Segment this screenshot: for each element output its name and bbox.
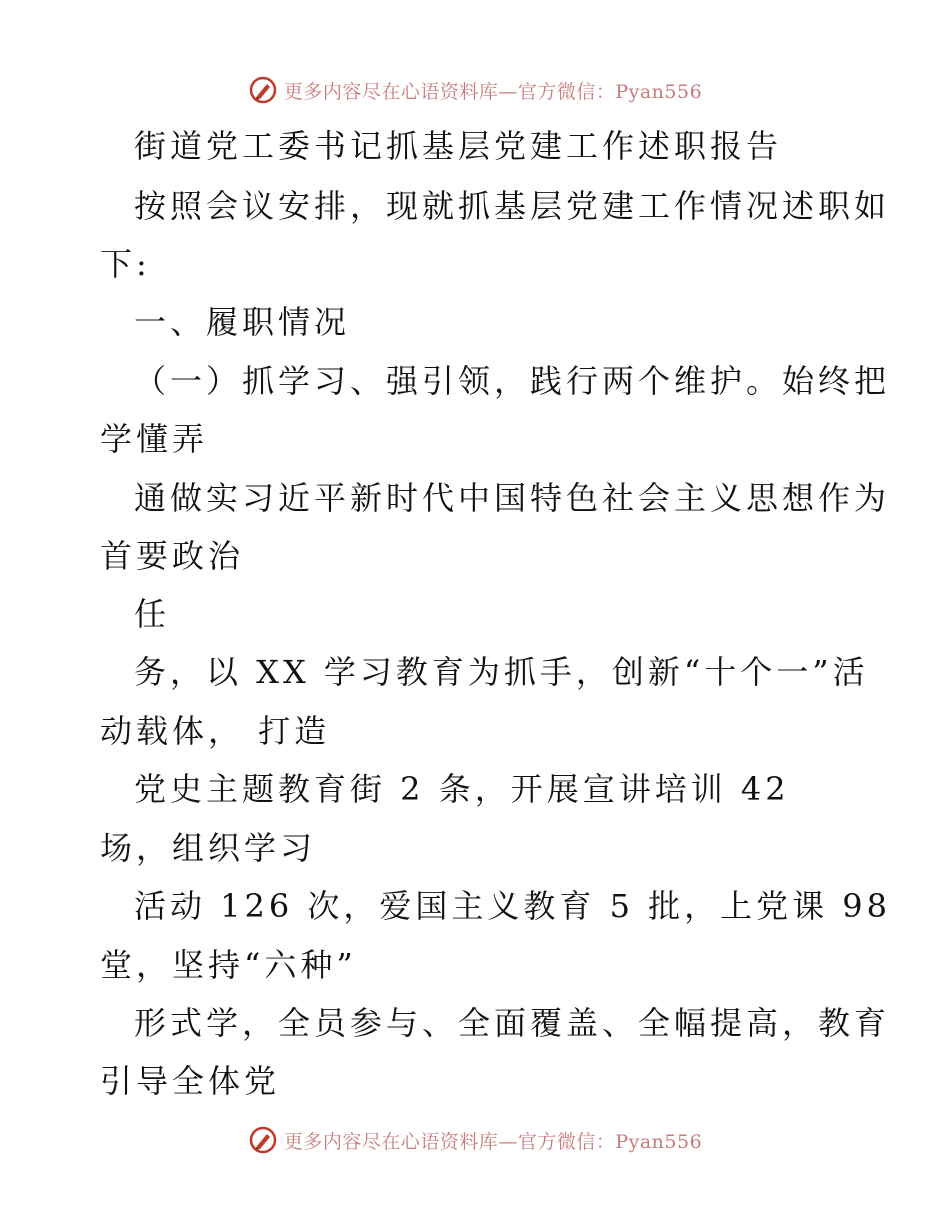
text-line: 任 bbox=[134, 595, 171, 633]
watermark-text: 更多内容尽在心语资料库—官方微信：Pyan556 bbox=[283, 1130, 703, 1153]
text-line: 场，组织学习 bbox=[100, 829, 317, 867]
text-line: （一）抓学习、强引领，践行两个维护。始终把 bbox=[134, 362, 891, 400]
document-title: 街道党工委书记抓基层党建工作述职报告 bbox=[134, 127, 783, 165]
text-line: 堂，坚持“六种” bbox=[100, 946, 357, 984]
text-line: 通做实习近平新时代中国特色社会主义思想作为 bbox=[134, 479, 891, 517]
pen-logo-icon bbox=[248, 1125, 278, 1155]
text-line: 学懂弄 bbox=[100, 420, 209, 458]
text-line: 形式学，全员参与、全面覆盖、全幅提高，教育 bbox=[134, 1004, 891, 1042]
section-heading: 一、履职情况 bbox=[134, 303, 351, 341]
text-line: 务，以 XX 学习教育为抓手，创新“十个一”活 bbox=[134, 653, 869, 691]
text-line: 首要政治 bbox=[100, 537, 245, 575]
text-line: 动载体， 打造 bbox=[100, 712, 331, 750]
watermark-text: 更多内容尽在心语资料库—官方微信：Pyan556 bbox=[283, 80, 703, 103]
text-line: 下: bbox=[100, 245, 151, 283]
text-line: 按照会议安排，现就抓基层党建工作情况述职如 bbox=[134, 187, 891, 225]
text-line: 党史主题教育街 2 条，开展宣讲培训 42 bbox=[134, 770, 790, 808]
pen-logo-icon bbox=[248, 75, 278, 105]
watermark-banner-bottom bbox=[0, 1120, 950, 1160]
watermark-banner-top bbox=[0, 70, 950, 110]
text-line: 活动 126 次，爱国主义教育 5 批，上党课 98 bbox=[134, 887, 892, 925]
text-line: 引导全体党 bbox=[100, 1062, 281, 1100]
